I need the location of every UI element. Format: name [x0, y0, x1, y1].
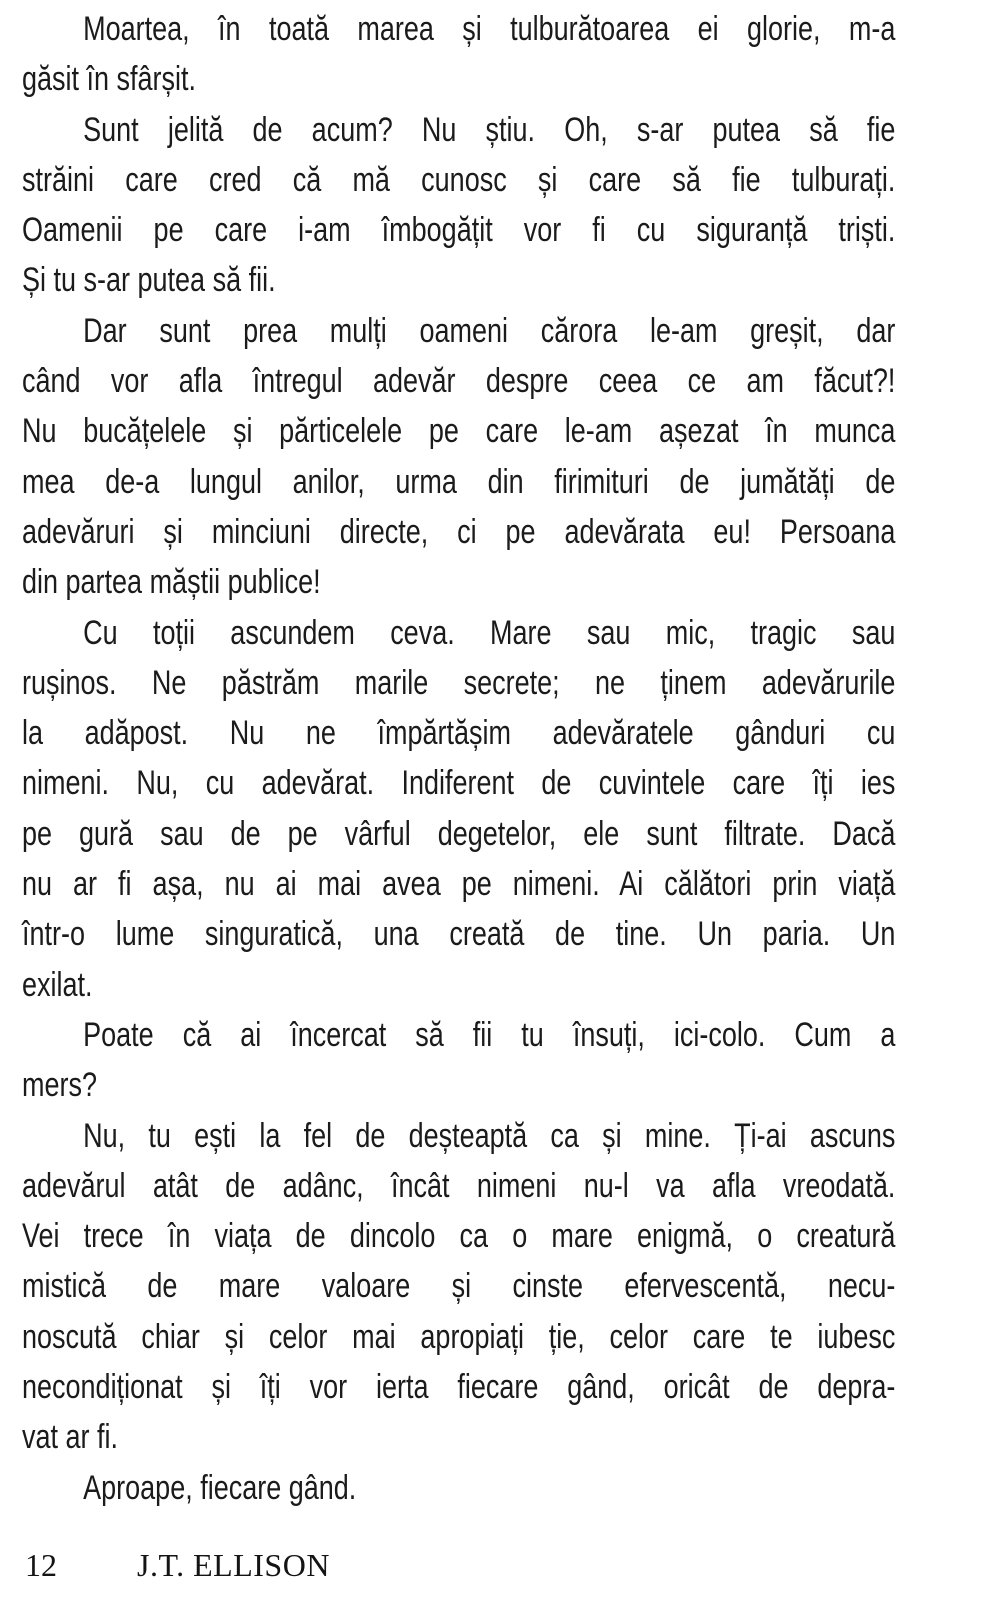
text-line: rușinos. Ne păstrăm marile secrete; ne ținem adevărurile	[22, 663, 896, 702]
paragraph	[22, 306, 895, 608]
paragraph	[22, 1010, 895, 1111]
text-line: vat ar fi.	[22, 1418, 119, 1457]
paragraph	[22, 4, 895, 105]
text-line: pe gură sau de pe vârful degetelor, ele sunt filtrate. Dacă	[22, 814, 896, 853]
text-line: necondiționat și îți vor ierta fiecare gând, oricât de depra-	[22, 1368, 896, 1407]
text-line: Moartea, în toată marea și tulburătoarea ei glorie, m-a	[83, 10, 896, 48]
text-line: din partea măștii publice!	[22, 563, 321, 602]
text-line: mea de-a lungul anilor, urma din firimituri de jumătăți de	[22, 462, 896, 501]
text-line: străini care cred că mă cunosc și care să fie tulburați.	[22, 160, 896, 199]
text-line: adevăruri și minciuni directe, ci pe adevărata eu! Persoana	[22, 512, 896, 551]
paragraph	[22, 1463, 895, 1513]
text-line: Poate că ai încercat să fii tu însuți, ici-colo. Cum a	[83, 1015, 896, 1054]
text-line: Sunt jelită de acum? Nu știu. Oh, s-ar putea să fie	[83, 110, 896, 149]
text-line: Aproape, fiecare gând.	[83, 1468, 357, 1507]
text-line: adevărul atât de adânc, încât nimeni nu-l va afla vreodată.	[22, 1166, 896, 1205]
page-text	[22, 4, 895, 1513]
text-line: nu ar fi așa, nu ai mai avea pe nimeni. Ai călători prin viață	[22, 865, 896, 904]
page-number: 12	[25, 1547, 57, 1583]
text-line: când vor afla întregul adevăr despre ceea ce am făcut?!	[22, 362, 896, 401]
running-footer-author: J.T. ELLISON	[137, 1547, 330, 1583]
text-line: Dar sunt prea mulți oameni cărora le-am greșit, dar	[83, 311, 896, 350]
text-line: Nu bucățelele și părticelele pe care le-am așezat în munca	[22, 412, 896, 451]
text-line: exilat.	[22, 965, 93, 1004]
text-line: mistică de mare valoare și cinste efervescentă, necu-	[22, 1267, 896, 1306]
text-line: la adăpost. Nu ne împărtășim adevăratele gânduri cu	[22, 714, 896, 753]
text-line: găsit în sfârșit.	[22, 60, 197, 99]
text-line: Nu, tu ești la fel de deșteaptă ca și mine. Ți-ai ascuns	[83, 1116, 896, 1155]
page-footer	[0, 1547, 993, 1587]
text-line: Și tu s-ar putea să fii.	[22, 261, 276, 300]
text-line: într-o lume singuratică, una creată de tine. Un paria. Un	[22, 915, 896, 954]
paragraph	[22, 1111, 895, 1463]
text-line: Cu toții ascundem ceva. Mare sau mic, tragic sau	[83, 613, 896, 652]
text-line: mers?	[22, 1066, 98, 1105]
text-line: Vei trece în viața de dincolo ca o mare enigmă, o creatură	[22, 1217, 896, 1256]
paragraph	[22, 608, 895, 1010]
text-line: nimeni. Nu, cu adevărat. Indiferent de cuvintele care îți ies	[22, 764, 896, 803]
text-line: noscută chiar și celor mai apropiați ție, celor care te iubesc	[22, 1317, 896, 1356]
paragraph	[22, 105, 895, 306]
text-line: Oamenii pe care i-am îmbogățit vor fi cu siguranță triști.	[22, 211, 896, 250]
